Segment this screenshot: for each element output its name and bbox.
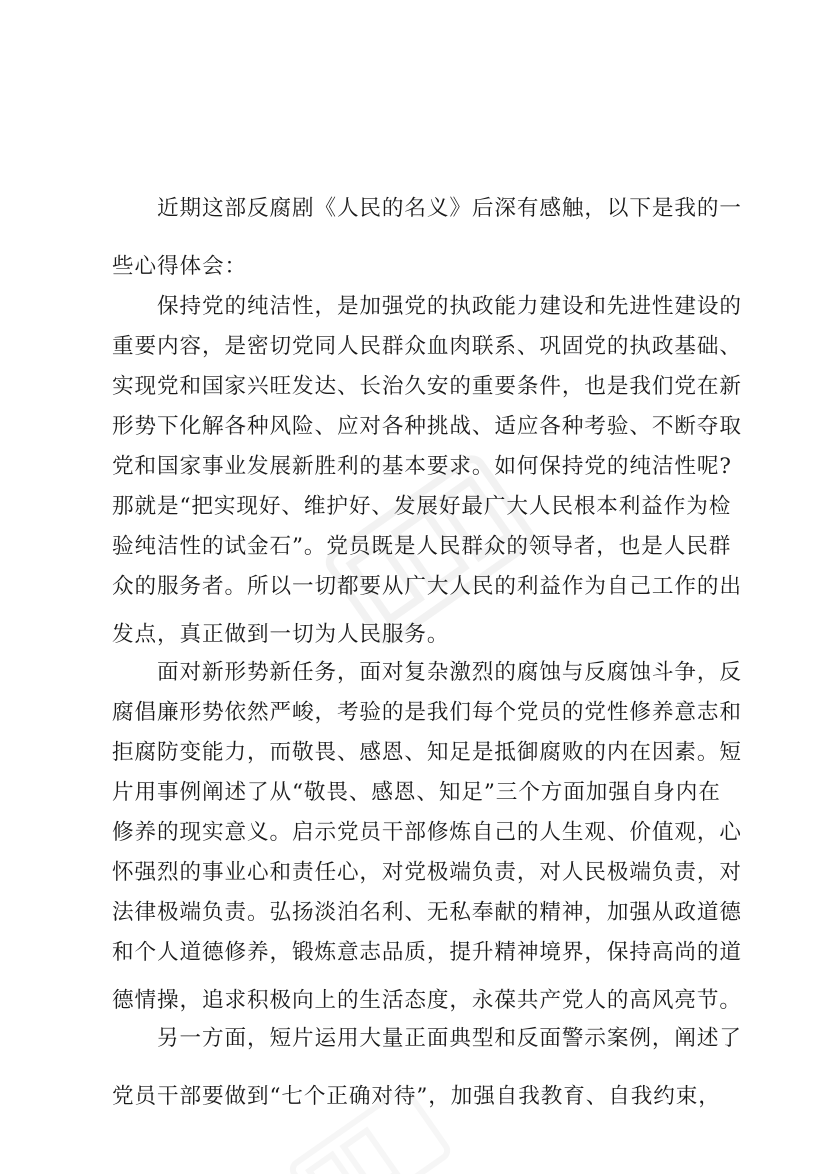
text-line: 和个人道德修养，锻炼意志品质，提升精神境界，保持高尚的道 <box>112 940 742 965</box>
text-line: 法律极端负责。弘扬淡泊名利、无私奉献的精神，加强从政道德 <box>112 900 742 925</box>
watermark-stamp-icon <box>270 1060 470 1174</box>
text-line: 党员干部要做到“七个正确对待”，加强自我教育、自我约束， <box>112 1084 721 1109</box>
text-line: 德情操，追求积极向上的生活态度，永葆共产党人的高风亮节。 <box>112 988 742 1013</box>
text-line: 面对新形势新任务，面对复杂激烈的腐蚀与反腐蚀斗争，反 <box>112 660 742 685</box>
text-line: 形势下化解各种风险、应对各种挑战、适应各种考验、不断夺取 <box>112 414 742 439</box>
text-line: 发点，真正做到一切为人民服务。 <box>112 622 450 647</box>
text-line: 另一方面，短片运用大量正面典型和反面警示案例，阐述了 <box>112 1026 742 1051</box>
text-line: 腐倡廉形势依然严峻，考验的是我们每个党员的党性修养意志和 <box>112 700 742 725</box>
text-line: 怀强烈的事业心和责任心，对党极端负责，对人民极端负责，对 <box>112 860 742 885</box>
text-line: 党和国家事业发展新胜利的基本要求。如何保持党的纯洁性呢? <box>112 454 732 479</box>
text-line: 近期这部反腐剧《人民的名义》后深有感触，以下是我的一 <box>112 196 742 221</box>
text-line: 众的服务者。所以一切都要从广大人民的利益作为自己工作的出 <box>112 574 742 599</box>
text-line: 那就是“把实现好、维护好、发展好最广大人民根本利益作为检 <box>112 494 732 519</box>
text-line: 重要内容，是密切党同人民群众血肉联系、巩固党的执政基础、 <box>112 334 742 359</box>
text-line: 拒腐防变能力，而敬畏、感恩、知足是抵御腐败的内在因素。短 <box>112 740 742 765</box>
text-line: 验纯洁性的试金石”。党员既是人民群众的领导者，也是人民群 <box>112 534 732 559</box>
text-line: 些心得体会： <box>112 254 247 279</box>
text-line: 修养的现实意义。启示党员干部修炼自己的人生观、价值观，心 <box>112 820 742 845</box>
text-line: 实现党和国家兴旺发达、长治久安的重要条件，也是我们党在新 <box>112 374 742 399</box>
text-line: 片用事例阐述了从“敬畏、感恩、知足”三个方面加强自身内在 <box>112 780 721 805</box>
text-line: 保持党的纯洁性，是加强党的执政能力建设和先进性建设的 <box>112 294 742 319</box>
